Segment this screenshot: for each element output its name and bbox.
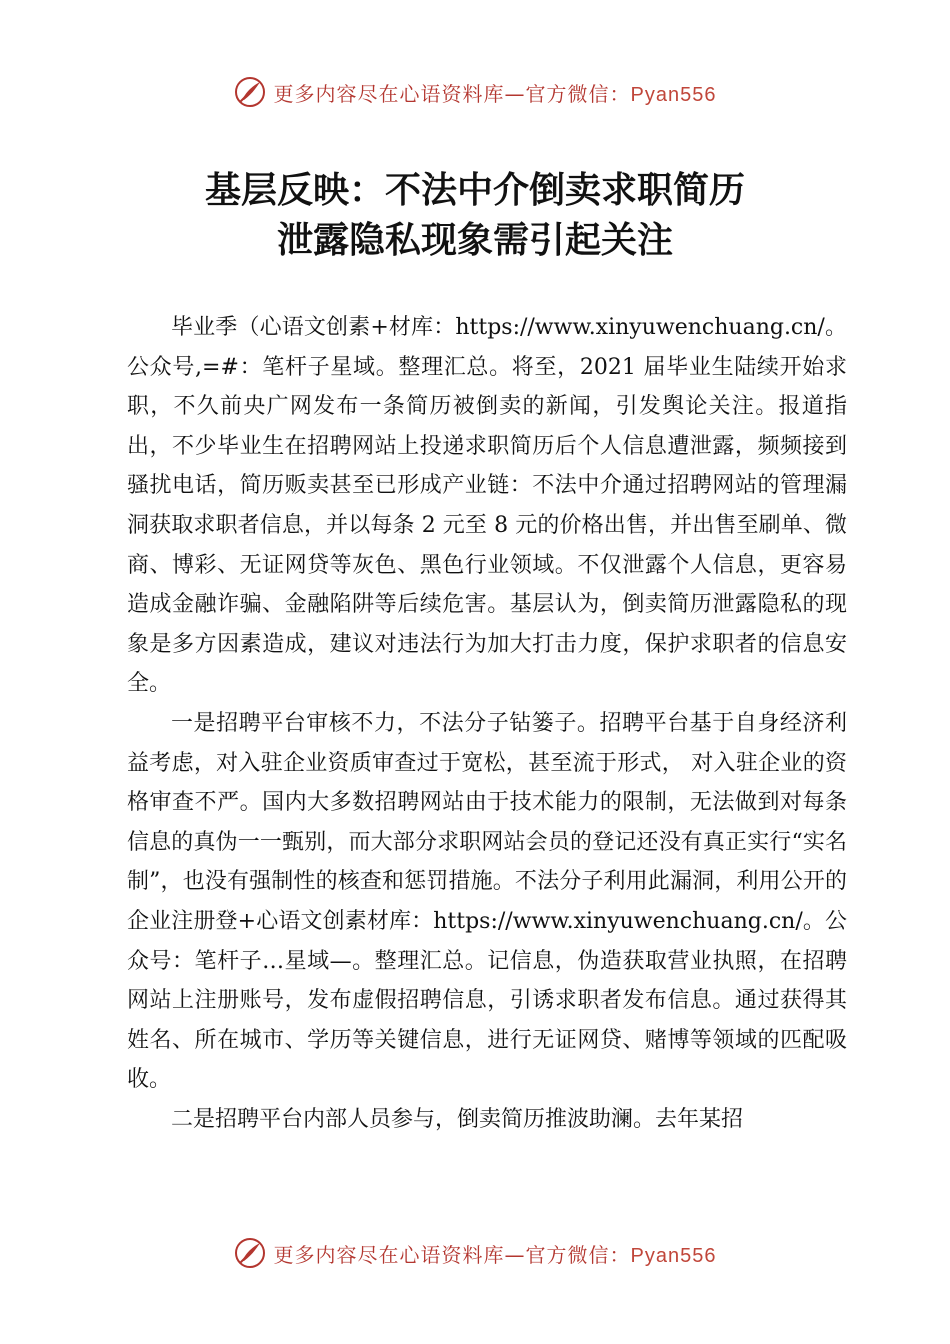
paragraph-2: 一是招聘平台审核不力，不法分子钻篓子。招聘平台基于自身经济利益考虑，对入驻企业资质审查过于宽松，甚至流于形式， 对入驻企业的资格审查不严。国内大多数招聘网站由于技术能力的限制，无法做到对每条信息的真伪一一甄别，而大部分求职网站会员的登记还没有真正实行“实名制”，也没有强制性的核查和惩罚措施。不法分子利用此漏洞，利用公开的企业注册登+心语文创素材库：https://www.xinyuwenchuang.cn/。公众号：笔杆子…星域—。整理汇总。记信息，伪造获取营业执照，在招聘网站上注册账号，发布虚假招聘信息，引诱求职者发布信息。通过获得其姓名、所在城市、学历等关键信息，进行无证网贷、赌博等领域的匹配吸收。 bbox=[127, 710, 847, 1093]
quill-logo-icon bbox=[234, 76, 266, 108]
watermark-text: 更多内容尽在心语资料库—官方微信：Pyan556 bbox=[273, 1242, 717, 1267]
wechat-id: Pyan556 bbox=[630, 83, 717, 106]
quill-logo-icon bbox=[234, 1237, 266, 1269]
paragraph-1: 毕业季（心语文创素+材库：https://www.xinyuwenchuang.cn/。公众号,=#：笔杆子星域。整理汇总。将至，2021 届毕业生陆续开始求职，不久前央广网发布一条简历被倒卖的新闻，引发舆论关注。报道指出，不少毕业生在招聘网站上投递求职简历后个人信息遭泄露，频频接到骚扰电话，简历贩卖甚至已形成产业链：不法中介通过招聘网站的管理漏洞获取求职者信息，并以每条 2 元至 8 元的价格出售，并出售至刷单、微商、博彩、无证网贷等灰色、黑色行业领域。不仅泄露个人信息，更容易造成金融诈骗、金融陷阱等后续危害。基层认为，倒卖简历泄露隐私的现象是多方因素造成，建议对违法行为加大打击力度，保护求职者的信息安全。 bbox=[127, 315, 847, 697]
document-title bbox=[0, 165, 950, 265]
article-body bbox=[127, 308, 847, 1139]
title-line-2: 泄露隐私现象需引起关注 bbox=[276, 219, 673, 261]
watermark-text: 更多内容尽在心语资料库—官方微信：Pyan556 bbox=[273, 81, 717, 106]
wechat-id: Pyan556 bbox=[630, 1244, 717, 1267]
paragraph-3: 二是招聘平台内部人员参与，倒卖简历推波助澜。去年某招 bbox=[171, 1106, 744, 1132]
header-watermark-banner bbox=[0, 72, 950, 112]
title-line-1: 基层反映：不法中介倒卖求职简历 bbox=[204, 169, 745, 211]
footer-watermark-banner bbox=[0, 1233, 950, 1273]
